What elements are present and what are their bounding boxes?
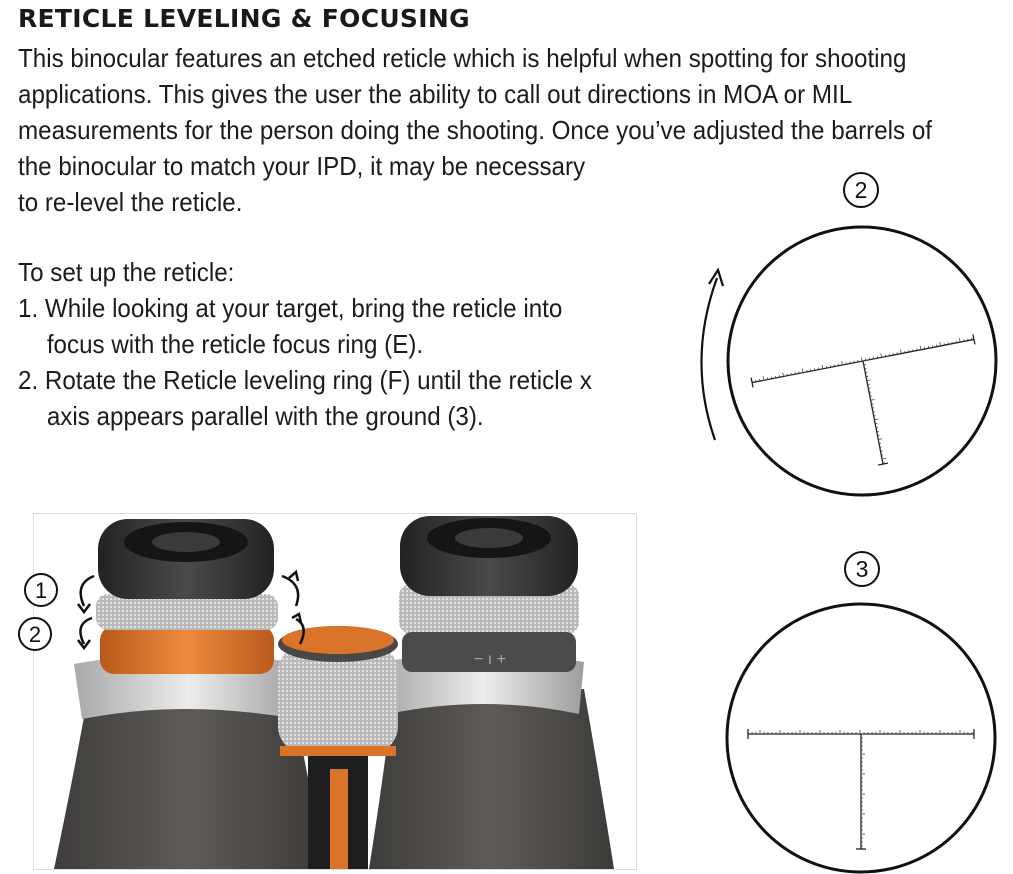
ring-2-rotation-arrow xyxy=(80,618,92,644)
reticle-focus-ring xyxy=(96,594,278,630)
step-2-line-2: axis appears parallel with the ground (3). xyxy=(46,401,484,431)
step-1-line-2: focus with the reticle focus ring (E). xyxy=(46,329,424,359)
intro-line: measurements for the person doing the shooting. Once you’ve adjusted the barrels of xyxy=(18,115,933,145)
binocular-photo xyxy=(33,513,637,870)
diagram-3-number: 3 xyxy=(855,556,869,582)
setup-steps xyxy=(18,254,669,434)
section-heading: RETICLE LEVELING & FOCUSING xyxy=(18,4,470,33)
intro-line: to re-level the reticle. xyxy=(18,187,243,217)
reticle-diagram-tilted xyxy=(695,170,1005,498)
diagram-2-number: 2 xyxy=(854,177,868,203)
right-barrel xyxy=(369,689,614,869)
photo-callouts xyxy=(14,572,66,656)
svg-text:− ı +: − ı + xyxy=(474,651,507,668)
intro-line: applications. This gives the user the ability to call out directions in MOA or MIL xyxy=(18,79,853,109)
binocular-illustration xyxy=(34,514,636,869)
steps-intro: To set up the reticle: xyxy=(18,257,235,287)
reticle-leveling-ring xyxy=(100,626,274,674)
step-1-line-1: 1. While looking at your target, bring the reticle into xyxy=(18,293,563,323)
callout-1-label: 1 xyxy=(34,578,48,603)
step-2-line-1: 2. Rotate the Reticle leveling ring (F) until the reticle x xyxy=(18,365,592,395)
intro-line: This binocular features an etched reticle which is helpful when spotting for shooting xyxy=(18,43,907,73)
reticle-diagram-level xyxy=(725,550,1007,874)
intro-line: the binocular to match your IPD, it may be necessary xyxy=(18,151,586,181)
rotation-arrow xyxy=(701,278,717,440)
callout-2-label: 2 xyxy=(28,622,42,647)
